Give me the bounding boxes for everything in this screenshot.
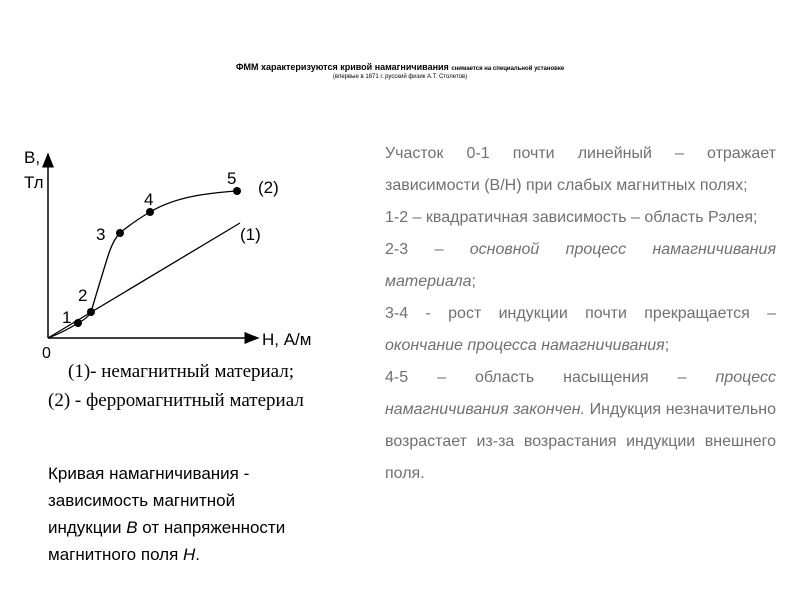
description-emphasis: окончание процесса намагничивания <box>385 337 665 354</box>
point-1 <box>74 319 82 327</box>
description-paragraph: 1-2 – квадратичная зависимость – область Рэлея; <box>385 209 758 226</box>
point-4-label: 4 <box>144 190 154 209</box>
point-3-label: 3 <box>96 225 106 244</box>
curve-label-ferromagnetic: (2) <box>258 178 279 197</box>
point-4 <box>146 208 154 216</box>
curve-ferromagnetic <box>48 191 237 338</box>
description-paragraph <box>385 234 776 298</box>
definition-text <box>48 460 358 568</box>
curve-label-nonmagnetic: (1) <box>240 225 261 244</box>
description-paragraph <box>385 298 776 362</box>
point-5 <box>233 187 241 195</box>
description-text: 3-4 - рост индукции почти прекращается – <box>385 305 776 322</box>
description-text: 4-5 – область насыщения – <box>385 369 716 386</box>
title-main: ФММ характеризуются кривой намагничивания <box>235 62 449 72</box>
symbol-h: H <box>183 545 196 564</box>
definition-text-part: индукции <box>48 518 127 537</box>
x-axis-label: H, А/м <box>262 330 312 349</box>
definition-text-part: от напряженности <box>137 518 286 537</box>
legend-nonmagnetic: (1)- немагнитный материал; <box>68 361 295 382</box>
description-block <box>385 138 776 490</box>
description-paragraph: Участок 0-1 почти линейный – отражает зависимости (B/H) при слабых магнитных полях; <box>385 145 776 194</box>
description-paragraph <box>385 362 776 490</box>
magnetization-diagram <box>0 140 370 365</box>
title-main-line <box>0 62 800 72</box>
point-5-label: 5 <box>227 169 237 188</box>
description-text: ; <box>664 337 670 354</box>
point-2 <box>87 308 95 316</box>
definition-line: зависимость магнитной <box>48 491 236 510</box>
point-3 <box>116 229 124 237</box>
title-subtitle: (впервые в 1871 г. русский физик А.Т. Столетов) <box>332 74 468 80</box>
slide-title <box>0 62 800 80</box>
point-2-label: 2 <box>78 286 88 305</box>
description-text: ; <box>471 273 476 290</box>
definition-line <box>48 541 358 568</box>
title-small: снимается на специальной установке <box>451 66 565 72</box>
description-emphasis: основной процесс намагничивания материала <box>385 241 776 290</box>
definition-line <box>48 514 358 541</box>
y-axis-label-line2: Тл <box>24 173 44 192</box>
point-1-label: 1 <box>62 308 72 327</box>
description-emphasis: процесс намагничивания закончен. <box>385 369 776 418</box>
y-axis-label-line1: B, <box>24 148 41 167</box>
description-text: 2-3 – <box>385 241 470 258</box>
legend-ferromagnetic: (2) - ферромагнитный материал <box>48 390 304 411</box>
origin-label: 0 <box>42 345 51 362</box>
definition-line: Кривая намагничивания - <box>48 464 250 483</box>
definition-text-part: . <box>195 545 201 564</box>
definition-text-part: магнитного поля <box>48 545 183 564</box>
description-text: Индукция незначительно возрастает из-за возрастания индукции внешнего поля. <box>385 401 777 482</box>
symbol-b: B <box>126 518 138 537</box>
